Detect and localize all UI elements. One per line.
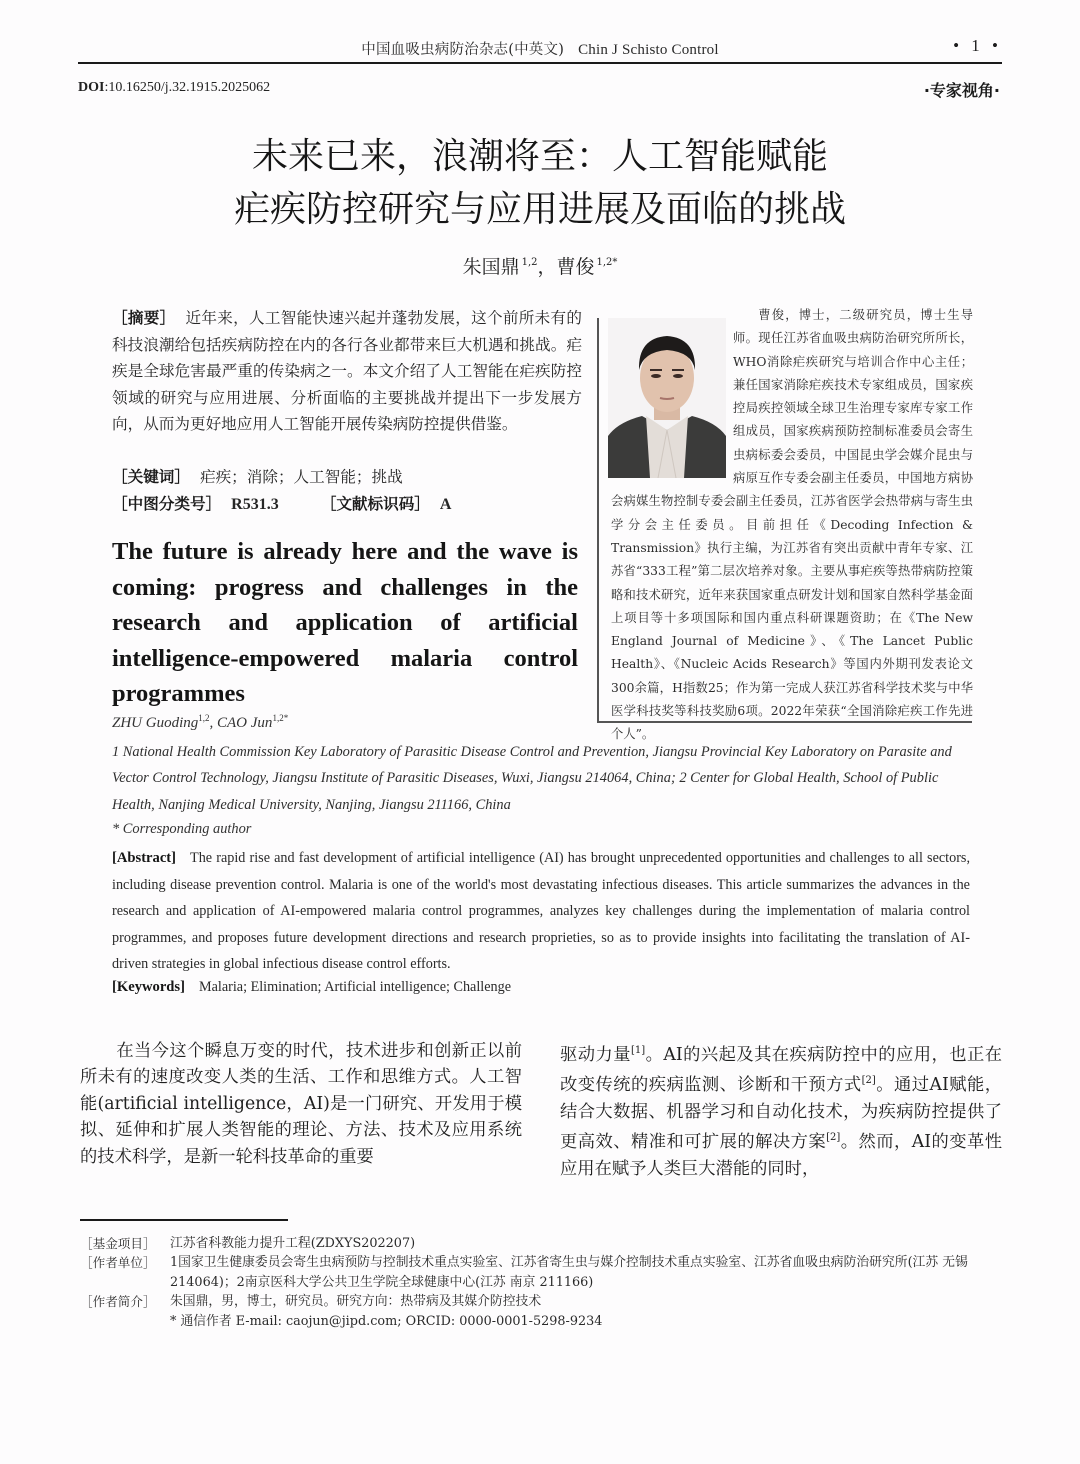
fund-text: 江苏省科教能力提升工程(ZDXYS202207) (170, 1236, 416, 1251)
body-column-right (560, 1038, 1002, 1182)
author-bio-box (597, 308, 973, 742)
abstract-en-text: The rapid rise and fast development of artificial intelligence (AI) has brought unprecedented opportunities and challenges to all sectors, including disease prevention control. Malaria is one of the world's most devastating infectious diseases. This article summarizes the advances in the research and application of AI-empowered malaria control programmes, analyzes key challenges during the implementation of malaria control programmes, and proposes future development directions and research proprieties, so as to provide insights into facilitating the translation of AI-driven strategies in global infectious disease control efforts. (112, 850, 970, 973)
author-name: CAO Jun (217, 715, 273, 731)
bio-paragraph: 曹俊，博士，二级研究员，博士生导师。现任江苏省血吸虫病防治研究所所长，WHO消除疟疾研究与培训合作中心主任；兼任国家消除疟疾技术专家组成员，国家疾控局疾控领域全球卫生治理专家库专家工作组成员，国家疾病预防控制标准委员会寄生虫病标委会委员，中国昆虫学会媒介昆虫与病原互作专委会副主任委员，中国地方病协会病媒生物控制专委会副主任委员，江苏省医学会热带病与寄生虫学分会主任委员。目前担任《Decoding Infection & Transmission》执行主编，为江苏省有突出贡献中青年专家、江苏省“333工程”第二层次培养对象。主要从事疟疾等热带病防控策略和技术研究，近年来获国家重点研发计划和国家自然科学基金面上项目等十多项国际和国内重点科研课题资助；在《The New England Journal of Medicine》、《The Lancet Public Health》、《Nucleic Acids Research》等国内外期刊发表论文300余篇，H指数25；作为第一完成人获江苏省科学技术奖与中华医学科技奖等科技奖励6项。2022年荣获“全国消除疟疾工作先进个人”。 (611, 308, 973, 742)
classification-line (112, 492, 493, 514)
header-rule (78, 62, 1002, 64)
author-separator: , (209, 715, 218, 731)
authors-cn (0, 252, 1080, 279)
section-tag: ·专家视角· (923, 81, 1000, 100)
author-name: 朱国鼎 (462, 256, 520, 278)
authors-en (112, 713, 288, 732)
doi-value[interactable]: :10.16250/j.32.1915.2025062 (104, 80, 271, 95)
keywords-en (112, 979, 511, 996)
fund-label: ［基金项目］ (80, 1236, 156, 1251)
footnotes (80, 1234, 1004, 1331)
corresponding-contact[interactable]: * 通信作者 E-mail: caojun@jipd.com; ORCID: 0000-0001-5298-9234 (170, 1313, 603, 1329)
journal-name-cn: 中国血吸虫病防治杂志(中英文) (361, 42, 565, 58)
author-separator: ， (537, 256, 557, 278)
clc-label: ［中图分类号］ (112, 495, 222, 513)
corresponding-note: * Corresponding author (112, 821, 252, 837)
abstract-cn-text: 近年来，人工智能快速兴起并蓬勃发展，这个前所未有的科技浪潮给包括疾病防控在内的各行各业都带来巨大机遇和挑战。疟疾是全球危害最严重的传染病之一。本文介绍了人工智能在疟疾防控领域的研究与应用进展、分析面临的主要挑战并提出下一步发展方向，从而为更好地应用人工智能开展传染病防控提供借鉴。 (112, 309, 582, 433)
title-cn-line-2: 疟疾防控研究与应用进展及面临的挑战 (233, 189, 846, 230)
bio-text: 朱国鼎，男，博士，研究员。研究方向：热带病及其媒介防控技术 (170, 1294, 542, 1310)
author-affil: 1,2* (272, 713, 289, 723)
footnote-fund (80, 1234, 1004, 1253)
bio-label: ［作者简介］ (80, 1294, 156, 1310)
unit-label: ［作者单位］ (80, 1255, 156, 1271)
body-text: 。通过AI赋能，结合大数据、机器学习和自动化技术，为疾病防控提供了更高效、精准和可扩展的解决方案 (560, 1075, 1002, 1153)
author-affil: 1,2 (198, 713, 210, 723)
body-text-left: 在当今这个瞬息万变的时代，技术进步和创新正以前所未有的速度改变人类的生活、工作和思维方式。人工智能(artificial intelligence，AI)是一门研究、开发用于模拟、延伸和扩展人类智能的理论、方法、技术及应用系统的技术科学，是新一轮科技革命的重要 (80, 1041, 522, 1167)
fn-label-spacer (80, 1312, 170, 1331)
abstract-en-label: [Abstract] (112, 850, 177, 866)
doc-code-label: ［文献标识码］ (320, 495, 430, 513)
journal-name (78, 38, 1002, 59)
author-name: 曹俊 (556, 256, 595, 278)
doi (78, 80, 270, 96)
photo-float-spacer (611, 304, 733, 487)
journal-name-en: Chin J Schisto Control (578, 42, 719, 58)
body-text: 驱动力量 (560, 1045, 631, 1065)
title-cn-line-1: 未来已来，浪潮将至：人工智能赋能 (251, 136, 828, 177)
keywords-en-label: [Keywords] (112, 979, 185, 995)
author-bio-text (611, 304, 973, 747)
body-text: 。AI的兴起及其在疾病防控中的应用，也正在改变传统的疾病监测、诊断和干预方式 (560, 1045, 1002, 1096)
page-number: • 1 • (953, 36, 1002, 55)
citation-link[interactable]: [2] (861, 1075, 876, 1087)
doc-code-value: A (439, 496, 452, 513)
citation-link[interactable]: [1] (630, 1045, 646, 1056)
footnote-rule (80, 1219, 288, 1221)
abstract-cn-label: ［摘要］ (112, 309, 176, 327)
keywords-cn-text: 疟疾；消除；人工智能；挑战 (199, 468, 403, 486)
abstract-en (112, 845, 970, 978)
author-affil: 1,2* (596, 257, 618, 268)
keywords-cn-label: ［关键词］ (112, 468, 190, 486)
unit-text: 1国家卫生健康委员会寄生虫病预防与控制技术重点实验室、江苏省寄生虫与媒介控制技术重点实验室、江苏省血吸虫病防治研究所(江苏 无锡214064)；2南京医科大学公共卫生学院全球健康中心(江苏 南京 211166) (170, 1255, 968, 1290)
doi-label: DOI (78, 80, 105, 95)
footnote-author-bio (80, 1292, 1004, 1311)
running-header (78, 36, 1002, 62)
clc-value: R531.3 (231, 496, 279, 513)
author-name: ZHU Guoding (112, 715, 199, 731)
affiliations-en: 1 National Health Commission Key Laboratory of Parasitic Disease Control and Prevention, Jiangsu Provincial Key Laboratory on Parasite and Vector Control Technology, Jiangsu Institute of Parasitic Diseases, Wuxi, Jiangsu 214064, China; 2 Center for Global Health, School of Public Health, Nanjing Medical University, Nanjing, Jiangsu 211166, China (112, 744, 952, 813)
title-en: The future is already here and the wave is coming: progress and challenges in the research and application of artificial intelligence-empowered malaria control programmes (112, 538, 578, 708)
keywords-cn (112, 465, 403, 487)
keywords-en-text: Malaria; Elimination; Artificial intelligence; Challenge (198, 979, 511, 995)
citation-link[interactable]: [2] (826, 1132, 841, 1144)
body-text: 。然而，AI的变革性应用在赋予人类巨大潜能的同时， (560, 1132, 1002, 1179)
footnote-affiliation (80, 1253, 1004, 1292)
footnote-corresponding (80, 1312, 1004, 1331)
body-column-left (80, 1038, 522, 1170)
author-affil: 1,2 (521, 257, 538, 268)
abstract-cn (112, 305, 582, 438)
